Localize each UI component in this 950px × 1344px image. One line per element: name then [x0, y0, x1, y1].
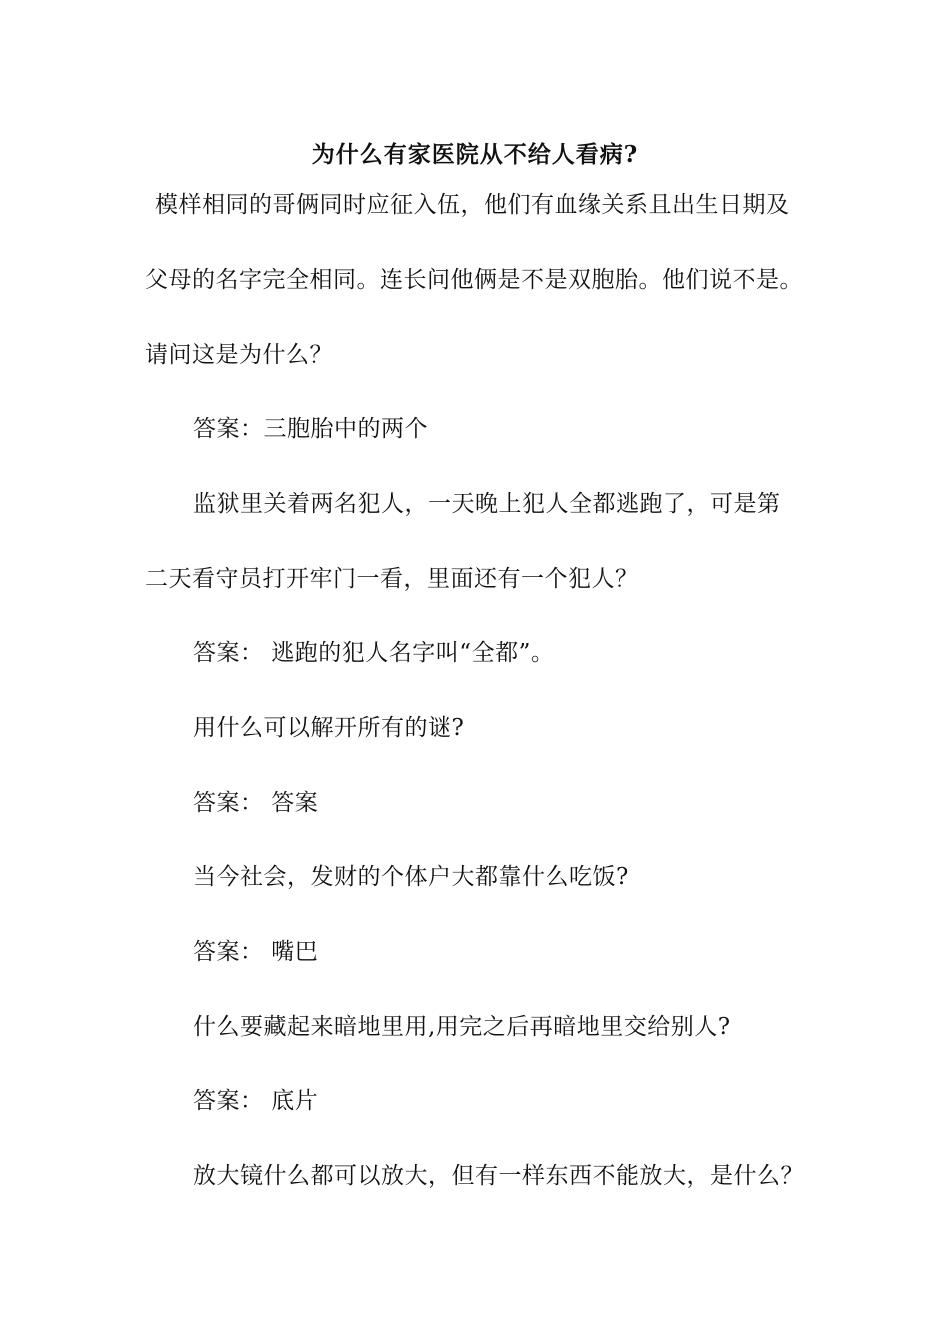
paragraph-line: 模样相同的哥俩同时应征入伍，他们有血缘关系且出生日期及: [155, 192, 790, 218]
answer-line: 答案：三胞胎中的两个: [193, 416, 428, 442]
answer-line: 答案： 嘴巴: [193, 939, 319, 965]
paragraph-line: 请问这是为什么？: [145, 342, 333, 368]
question-line: 用什么可以解开所有的谜?: [193, 715, 465, 741]
paragraph-line: 监狱里关着两名犯人，一天晚上犯人全都逃跑了，可是第: [193, 491, 781, 517]
answer-line: 答案： 逃跑的犯人名字叫“全都”。: [193, 640, 555, 666]
question-line: 放大镜什么都可以放大，但有一样东西不能放大，是什么？: [193, 1163, 804, 1189]
answer-line: 答案： 答案: [193, 790, 319, 816]
question-line: 当今社会，发财的个体户大都靠什么吃饭?: [193, 864, 629, 890]
paragraph-line: 父母的名字完全相同。连长问他俩是不是双胞胎。他们说不是。: [145, 267, 803, 293]
document-title: 为什么有家医院从不给人看病?: [311, 141, 639, 168]
answer-line: 答案： 底片: [193, 1088, 319, 1114]
question-line: 什么要藏起来暗地里用,用完之后再暗地里交给别人?: [193, 1014, 731, 1040]
paragraph-line: 二天看守员打开牢门一看，里面还有一个犯人？: [145, 566, 639, 592]
